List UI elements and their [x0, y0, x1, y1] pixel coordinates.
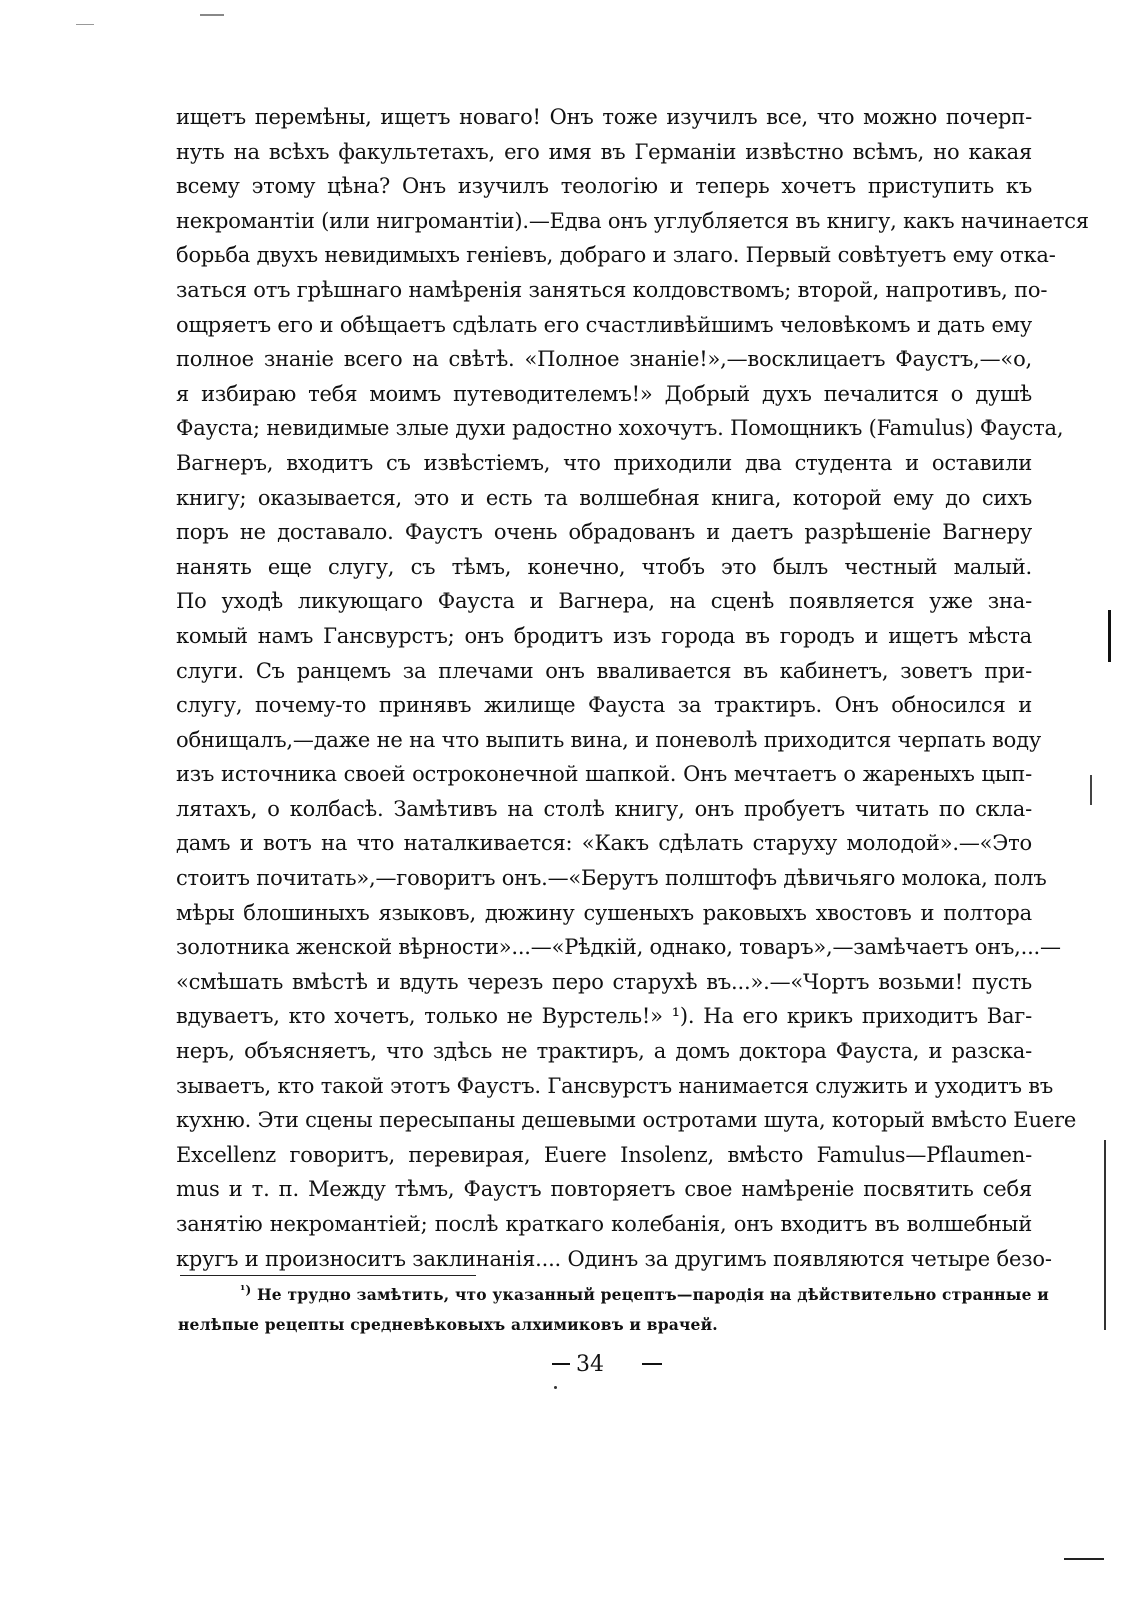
text-line: ощряетъ его и обѣщаетъ сдѣлать его счастливѣйшимъ человѣкомъ и дать ему: [176, 312, 1032, 337]
text-line: дамъ и вотъ на что наталкивается: «Какъ сдѣлать старуху молодой».—«Это: [176, 831, 1032, 856]
text-line: обнищалъ,—даже не на что выпить вина, и поневолѣ приходится черпать воду: [176, 727, 1042, 752]
text-line: Вагнеръ, входитъ съ извѣстіемъ, что приходили два студента и оставили: [176, 450, 1032, 475]
scan-artifact: [200, 14, 224, 16]
footnote-line: нелѣпые рецепты средневѣковыхъ алхимиковъ и врачей.: [178, 1315, 718, 1334]
scan-edge-mark: [1104, 1140, 1106, 1330]
text-line: изъ источника своей остроконечной шапкой. Онъ мечтаетъ о жареныхъ цып-: [176, 762, 1032, 787]
text-line: всему этому цѣна? Онъ изучилъ теологію и теперь хочетъ приступить къ: [176, 174, 1032, 199]
footnote-divider: [180, 1275, 476, 1276]
text-line: «смѣшать вмѣстѣ и вдуть черезъ перо старухѣ въ...».—«Чортъ возьми! пусть: [176, 969, 1032, 994]
text-line: занятію некромантіей; послѣ краткаго колебанія, онъ входитъ въ волшебный: [176, 1212, 1032, 1236]
scan-edge-mark: [1108, 610, 1111, 662]
text-line: комый намъ Гансвурстъ; онъ бродитъ изъ города въ городъ и ищетъ мѣста: [176, 623, 1032, 648]
scan-artifact: [554, 1386, 557, 1389]
text-line: некромантіи (или нигромантіи).—Едва онъ углубляется въ книгу, какъ начинается: [176, 208, 1089, 233]
text-line: вдуваетъ, кто хочетъ, только не Вурстель!» ¹). На его крикъ приходитъ Ваг-: [176, 1004, 1032, 1029]
text-line: mus и т. п. Между тѣмъ, Фаустъ повторяетъ свое намѣреніе посвятить себя: [176, 1177, 1032, 1202]
text-line: книгу; оказывается, это и есть та волшебная книга, которой ему до сихъ: [176, 485, 1032, 510]
text-line: мѣры блошиныхъ языковъ, дюжину сушеныхъ раковыхъ хвостовъ и полтора: [176, 900, 1032, 925]
text-line: стоитъ почитать»,—говоритъ онъ.—«Берутъ полштофъ дѣвичьяго молока, полъ: [176, 866, 1047, 891]
text-line: слуги. Съ ранцемъ за плечами онъ вваливается въ кабинетъ, зоветъ при-: [176, 658, 1032, 683]
text-line: лятахъ, о колбасѣ. Замѣтивъ на столѣ книгу, онъ пробуетъ читать по скла-: [176, 796, 1032, 821]
text-line: я избираю тебя моимъ путеводителемъ!» Добрый духъ печалится о душѣ: [176, 381, 1032, 406]
text-line: полное знаніе всего на свѣтѣ. «Полное знаніе!»,—восклицаетъ Фаустъ,—«о,: [176, 347, 1032, 372]
text-line: поръ не доставало. Фаустъ очень обрадованъ и даетъ разрѣшеніе Вагнеру: [176, 520, 1032, 545]
text-line: заться отъ грѣшнаго намѣренія заняться колдовствомъ; второй, напротивъ, по-: [176, 277, 1048, 302]
text-line: борьба двухъ невидимыхъ геніевъ, добраго и злаго. Первый совѣтуетъ ему отка-: [176, 243, 1056, 268]
text-line: слугу, почему-то принявъ жилище Фауста за трактиръ. Онъ обносился и: [176, 693, 1032, 718]
main-text: [176, 100, 1089, 1276]
text-line: Excellenz говоритъ, перевирая, Euere Insolenz, вмѣсто Famulus—Pflaumen-: [176, 1142, 1032, 1167]
text-line: неръ, объясняетъ, что здѣсь не трактиръ, а домъ доктора Фауста, и разска-: [176, 1039, 1032, 1064]
text-line: нанять еще слугу, съ тѣмъ, конечно, чтобъ это былъ честный малый.: [176, 554, 1032, 579]
page-number-dash-right: [642, 1363, 662, 1365]
footnote: [178, 1280, 1049, 1340]
footnote-text: Не трудно замѣтить, что указанный рецептъ—пародія на дѣйствительно странные и: [256, 1285, 1049, 1304]
text-line: кругъ и произноситъ заклинанія.... Одинъ за другимъ появляются четыре безо-: [176, 1246, 1052, 1271]
text-line: нуть на всѣхъ факультетахъ, его имя въ Германіи извѣстно всѣмъ, но какая: [176, 139, 1032, 164]
footnote-line: [178, 1280, 1049, 1310]
text-line: зываетъ, кто такой этотъ Фаустъ. Гансвурстъ нанимается служить и уходитъ въ: [176, 1073, 1054, 1098]
text-line: ищетъ перемѣны, ищетъ новаго! Онъ тоже изучилъ все, что можно почерп-: [176, 105, 1032, 129]
scan-artifact: [76, 24, 94, 25]
scan-edge-mark: [1090, 775, 1092, 805]
page-number: 34: [576, 1352, 604, 1377]
text-line: золотника женской вѣрности»...—«Рѣдкій, однако, товаръ»,—замѣчаетъ онъ,...—: [176, 935, 1061, 960]
text-line: кухню. Эти сцены пересыпаны дешевыми остротами шута, который вмѣсто Euere: [176, 1108, 1077, 1133]
text-line: Фауста; невидимые злые духи радостно хохочутъ. Помощникъ (Famulus) Фауста,: [176, 416, 1064, 441]
scan-corner-mark: [1064, 1558, 1104, 1560]
footnote-marker: ¹): [240, 1282, 252, 1297]
text-line: По уходѣ ликующаго Фауста и Вагнера, на сценѣ появляется уже зна-: [176, 589, 1032, 614]
